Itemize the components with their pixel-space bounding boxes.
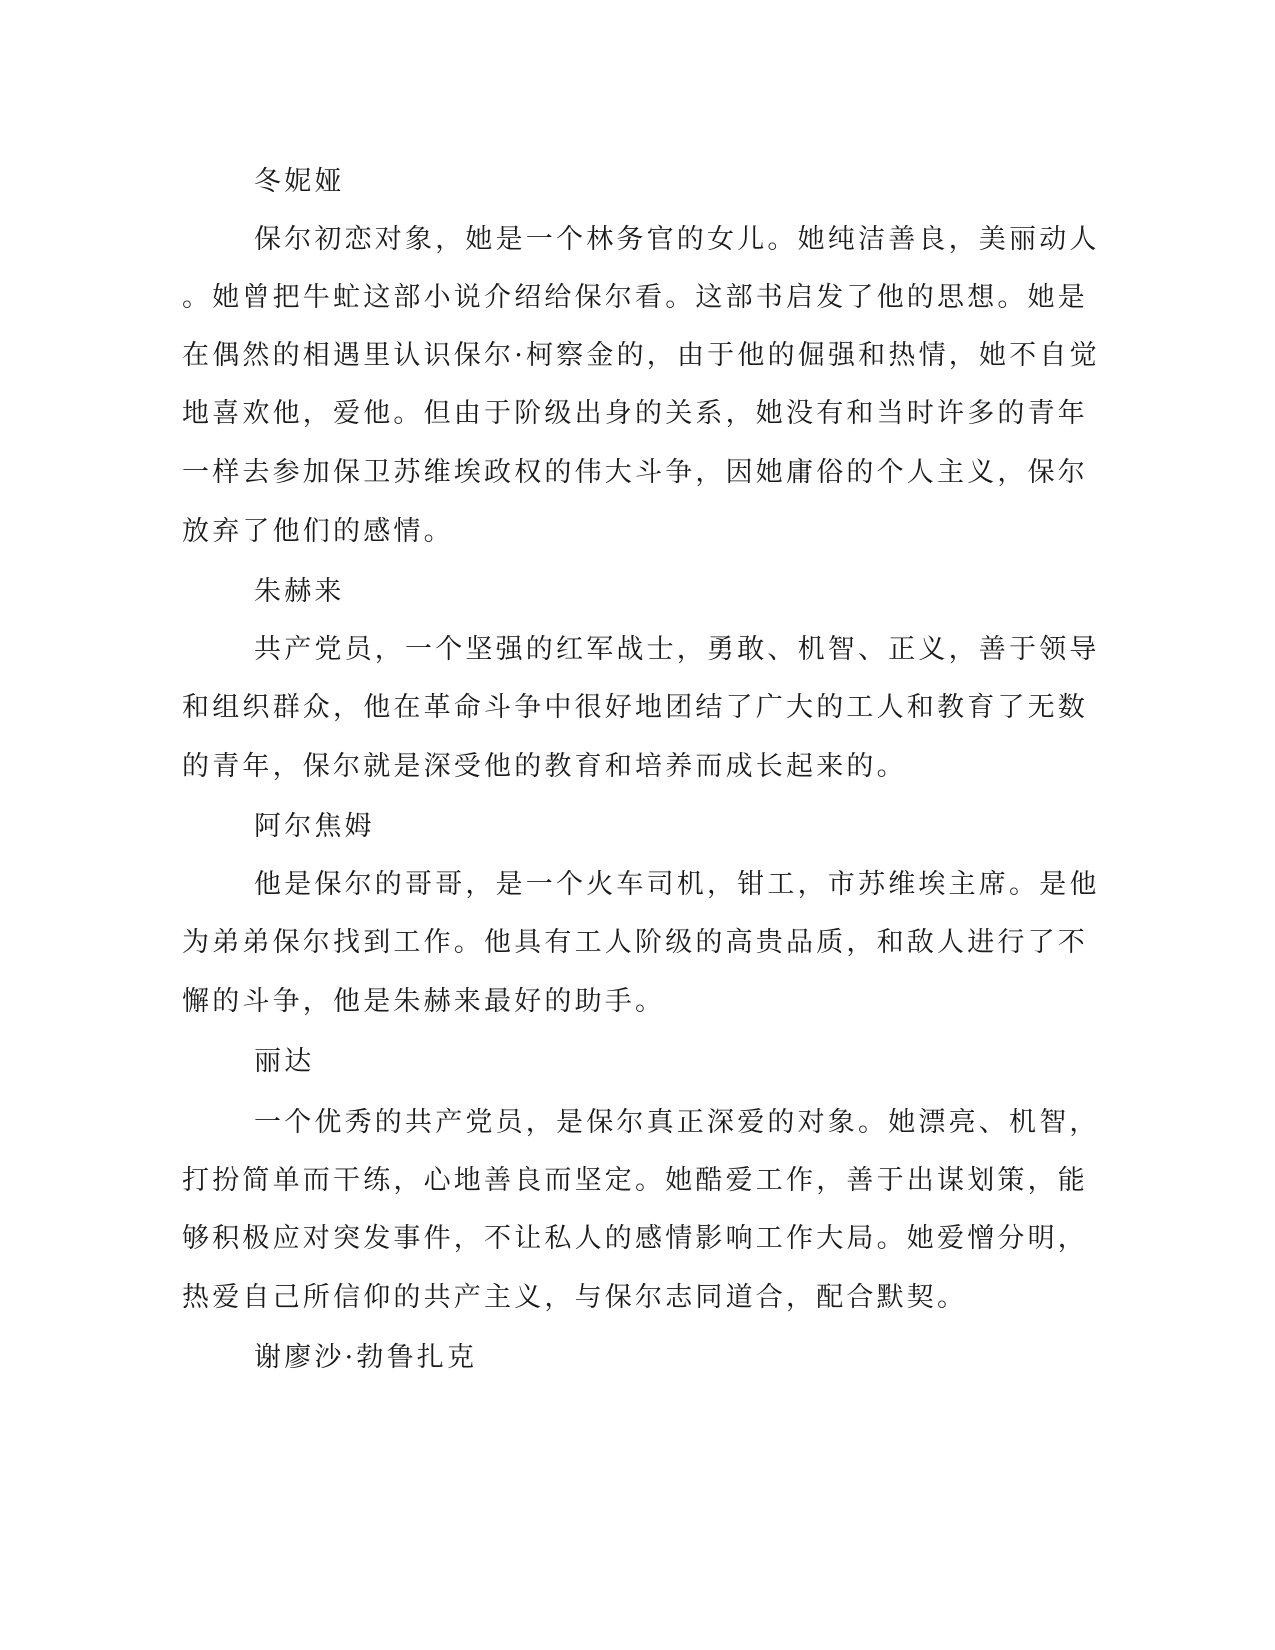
paragraph-line: 在偶然的相遇里认识保尔·柯察金的，由于他的倔强和热情，她不自觉 [182,340,1100,371]
paragraph-line: 一个优秀的共产党员，是保尔真正深爱的对象。她漂亮、机智， [254,1107,1100,1138]
heading-zhuhelai: 朱赫来 [254,576,345,607]
paragraph-line: 够积极应对突发事件，不让私人的感情影响工作大局。她爱憎分明， [182,1223,1088,1254]
paragraph-line: 共产党员，一个坚强的红军战士，勇敢、机智、正义，善于领导 [254,634,1100,665]
paragraph-line: 打扮简单而干练，心地善良而坚定。她酷爱工作，善于出谋划策，能 [182,1165,1088,1196]
heading-lida: 丽达 [254,1046,315,1077]
paragraph-line: 和组织群众，他在革命斗争中很好地团结了广大的工人和教育了无数 [182,692,1088,723]
paragraph-line: 他是保尔的哥哥，是一个火车司机，钳工，市苏维埃主席。是他 [254,869,1100,900]
paragraph-line: 保尔初恋对象，她是一个林务官的女儿。她纯洁善良，美丽动人 [254,224,1100,255]
heading-xieliaosha: 谢廖沙·勃鲁扎克 [254,1342,478,1373]
paragraph-line: 一样去参加保卫苏维埃政权的伟大斗争，因她庸俗的个人主义，保尔 [182,457,1088,488]
paragraph-line: 热爱自己所信仰的共产主义，与保尔志同道合，配合默契。 [182,1282,968,1313]
paragraph-line: 地喜欢他，爱他。但由于阶级出身的关系，她没有和当时许多的青年 [182,398,1088,429]
heading-aerjiaomu: 阿尔焦姆 [254,811,375,842]
heading-dongniya: 冬妮娅 [254,166,345,197]
paragraph-line: 。她曾把牛虻这部小说介绍给保尔看。这部书启发了他的思想。她是 [182,282,1088,313]
paragraph-line: 为弟弟保尔找到工作。他具有工人阶级的高贵品质，和敌人进行了不 [182,927,1088,958]
paragraph-line: 放弃了他们的感情。 [182,516,454,547]
paragraph-line: 的青年，保尔就是深受他的教育和培养而成长起来的。 [182,751,907,782]
paragraph-line: 懈的斗争，他是朱赫来最好的助手。 [182,986,666,1017]
